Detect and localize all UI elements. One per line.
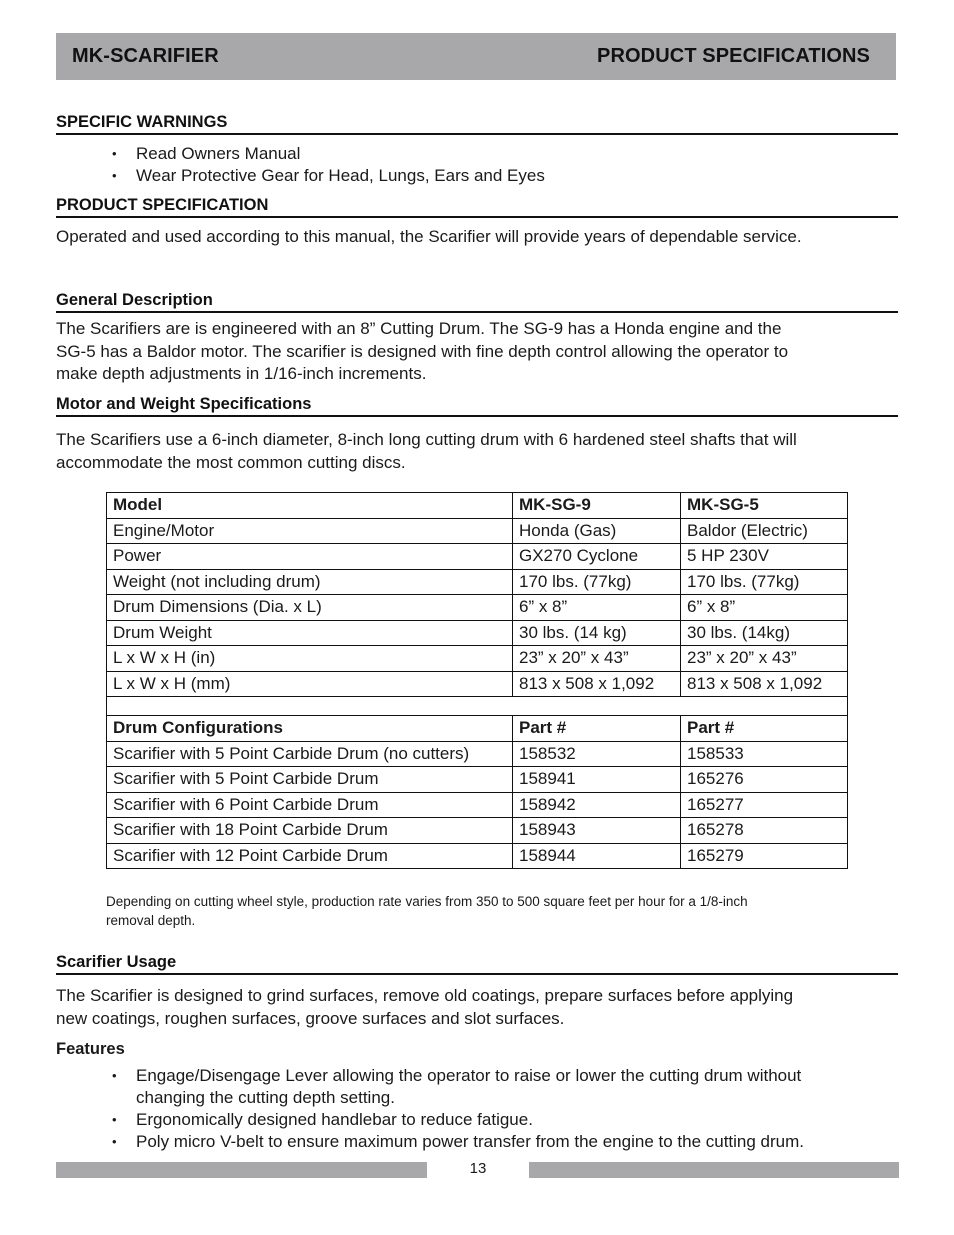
table-cell: 30 lbs. (14 kg) [513, 620, 681, 646]
table-row [107, 767, 848, 793]
usage-title: Scarifier Usage [56, 952, 898, 975]
warnings-list [56, 143, 898, 187]
table-row [107, 792, 848, 818]
table-cell: 6” x 8” [681, 595, 848, 621]
page-header [56, 33, 896, 80]
table-row [107, 569, 848, 595]
warnings-section [56, 112, 898, 187]
motor-text [56, 429, 898, 474]
table-header-row [107, 716, 848, 742]
table-cell: Engine/Motor [107, 518, 513, 544]
table-cell: 158943 [513, 818, 681, 844]
table-cell: L x W x H (mm) [107, 671, 513, 697]
general-title: General Description [56, 290, 898, 313]
table-cell: Power [107, 544, 513, 570]
usage-section [56, 952, 898, 1030]
table-row [107, 595, 848, 621]
text-line: The Scarifier is designed to grind surfaces, remove old coatings, prepare surfaces before applying [56, 986, 794, 1005]
table-cell: Part # [513, 716, 681, 742]
features-section [56, 1039, 898, 1153]
table-cell: 165279 [681, 843, 848, 869]
table-cell: 170 lbs. (77kg) [681, 569, 848, 595]
list-item: • Read Owners Manual [56, 143, 898, 165]
table-cell: Weight (not including drum) [107, 569, 513, 595]
table-cell: 813 x 508 x 1,092 [513, 671, 681, 697]
table-cell: Scarifier with 5 Point Carbide Drum [107, 767, 513, 793]
table-cell: Scarifier with 5 Point Carbide Drum (no cutters) [107, 741, 513, 767]
text-line: accommodate the most common cutting discs. [56, 452, 406, 472]
table-row [107, 843, 848, 869]
table-cell: MK-SG-9 [513, 493, 681, 519]
usage-text [56, 985, 898, 1030]
text-line: The Scarifiers use a 6-inch diameter, 8-inch long cutting drum with 6 hardened steel shafts that will [56, 430, 797, 449]
warnings-title: SPECIFIC WARNINGS [56, 112, 898, 135]
table-row [107, 518, 848, 544]
table-row [107, 646, 848, 672]
list-item: • Poly micro V-belt to ensure maximum power transfer from the engine to the cutting drum. [56, 1131, 898, 1153]
table-row [107, 741, 848, 767]
table-row [107, 544, 848, 570]
table-cell: 158532 [513, 741, 681, 767]
table-cell: 165277 [681, 792, 848, 818]
table-cell: Scarifier with 6 Point Carbide Drum [107, 792, 513, 818]
table-cell: 23” x 20” x 43” [681, 646, 848, 672]
list-item-line: • Engage/Disengage Lever allowing the operator to raise or lower the cutting drum without [136, 1066, 802, 1085]
motor-section [56, 394, 898, 474]
header-right: PRODUCT SPECIFICATIONS [597, 45, 870, 67]
table-cell: 158944 [513, 843, 681, 869]
header-left: MK-SCARIFIER [72, 45, 219, 67]
production-note [106, 892, 886, 930]
features-title: Features [56, 1040, 125, 1058]
features-list [56, 1065, 898, 1153]
table-cell: Scarifier with 12 Point Carbide Drum [107, 843, 513, 869]
table-cell: Drum Dimensions (Dia. x L) [107, 595, 513, 621]
page-number: 13 [469, 1160, 487, 1177]
table-cell: Drum Weight [107, 620, 513, 646]
table-cell: 23” x 20” x 43” [513, 646, 681, 672]
table-cell: Honda (Gas) [513, 518, 681, 544]
table-cell: GX270 Cyclone [513, 544, 681, 570]
text-line: SG-5 has a Baldor motor. The scarifier is designed with fine depth control allowing the operator to [56, 341, 789, 361]
table-cell: 5 HP 230V [681, 544, 848, 570]
table-header-row [107, 493, 848, 519]
table-spacer-cell [107, 697, 848, 716]
list-item [56, 1065, 898, 1109]
table-cell: 6” x 8” [513, 595, 681, 621]
table-cell: Drum Configurations [107, 716, 513, 742]
text-line: new coatings, roughen surfaces, groove surfaces and slot surfaces. [56, 1008, 565, 1028]
table-cell: Baldor (Electric) [681, 518, 848, 544]
motor-title: Motor and Weight Specifications [56, 394, 898, 417]
table-cell: L x W x H (in) [107, 646, 513, 672]
list-item: • Wear Protective Gear for Head, Lungs, Ears and Eyes [56, 165, 898, 187]
table-spacer-row [107, 697, 848, 716]
table-cell: 158942 [513, 792, 681, 818]
footer-bar-left [56, 1162, 427, 1178]
note-line: removal depth. [106, 913, 196, 928]
text-line: make depth adjustments in 1/16-inch increments. [56, 364, 427, 383]
table-cell: Scarifier with 18 Point Carbide Drum [107, 818, 513, 844]
table-cell: MK-SG-5 [681, 493, 848, 519]
text-line: The Scarifiers are is engineered with an 8” Cutting Drum. The SG-9 has a Honda engine and the [56, 319, 782, 338]
product-spec-section [56, 195, 898, 249]
footer-bar-right [529, 1162, 899, 1178]
product-spec-title: PRODUCT SPECIFICATION [56, 195, 898, 218]
table-cell: 165278 [681, 818, 848, 844]
table-cell: Part # [681, 716, 848, 742]
table-cell: 170 lbs. (77kg) [513, 569, 681, 595]
table-cell: 165276 [681, 767, 848, 793]
general-section [56, 290, 898, 386]
general-text [56, 318, 898, 386]
list-item-line: changing the cutting depth setting. [136, 1088, 395, 1107]
note-line: Depending on cutting wheel style, production rate varies from 350 to 500 square feet per hour for a 1/8-inch [106, 894, 748, 909]
product-spec-text: Operated and used according to this manual, the Scarifier will provide years of dependable service. [56, 227, 802, 246]
table-row [107, 620, 848, 646]
list-item: • Ergonomically designed handlebar to reduce fatigue. [56, 1109, 898, 1131]
table-cell: 813 x 508 x 1,092 [681, 671, 848, 697]
table-cell: 30 lbs. (14kg) [681, 620, 848, 646]
table-cell: Model [107, 493, 513, 519]
spec-table [106, 492, 848, 869]
table-cell: 158533 [681, 741, 848, 767]
table-cell: 158941 [513, 767, 681, 793]
table-row [107, 818, 848, 844]
table-row [107, 671, 848, 697]
